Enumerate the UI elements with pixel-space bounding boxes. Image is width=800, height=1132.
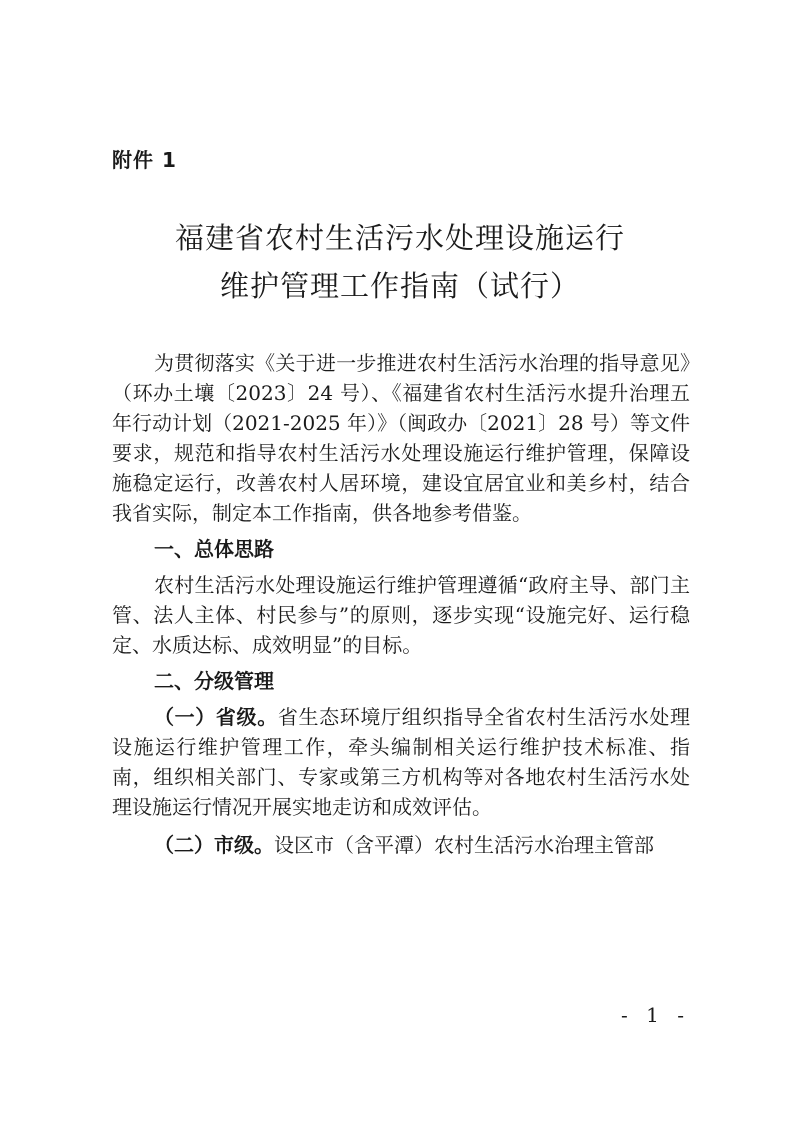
provincial-level-paragraph bbox=[112, 702, 690, 822]
document-body bbox=[112, 348, 690, 860]
city-level-paragraph bbox=[112, 830, 690, 860]
page-number: - 1 - bbox=[621, 1003, 690, 1027]
provincial-level-lead: （一）省级。 bbox=[154, 705, 278, 729]
city-level-lead: （二）市级。 bbox=[154, 833, 274, 857]
document-title-line-2: 维护管理工作指南（试行） bbox=[219, 269, 580, 303]
city-level-text: 设区市（含平潭）农村生活污水治理主管部 bbox=[274, 833, 654, 857]
attachment-label: 附件 1 bbox=[112, 148, 177, 172]
overall-approach-paragraph: 农村生活污水处理设施运行维护管理遵循“政府主导、部门主管、法人主体、村民参与”的原则，逐步实现“设施完好、运行稳定、水质达标、成效明显”的目标。 bbox=[112, 573, 690, 657]
section-heading-tiered-management: 二、分级管理 bbox=[154, 669, 274, 693]
section-heading-overall-approach: 一、总体思路 bbox=[154, 537, 274, 561]
intro-paragraph: 为贯彻落实《关于进一步推进农村生活污水治理的指导意见》（环办土壤〔2023〕24 号）、《福建省农村生活污水提升治理五年行动计划（2021-2025 年）》（闽政办〔2021〕28 号）等文件要求，规范和指导农村生活污水处理设施运行维护管理，保障设施稳定运行，改善农村人居环境，建设宜居宜业和美乡村，结合我省实际，制定本工作指南，供各地参考借鉴。 bbox=[112, 351, 690, 525]
provincial-level-text: 省生态环境厅组织指导全省农村生活污水处理设施运行维护管理工作，牵头编制相关运行维护技术标准、指南，组织相关部门、专家或第三方机构等对各地农村生活污水处理设施运行情况开展实地走访和成效评估。 bbox=[112, 705, 691, 819]
document-title-line-1: 福建省农村生活污水处理设施运行 bbox=[174, 221, 625, 255]
